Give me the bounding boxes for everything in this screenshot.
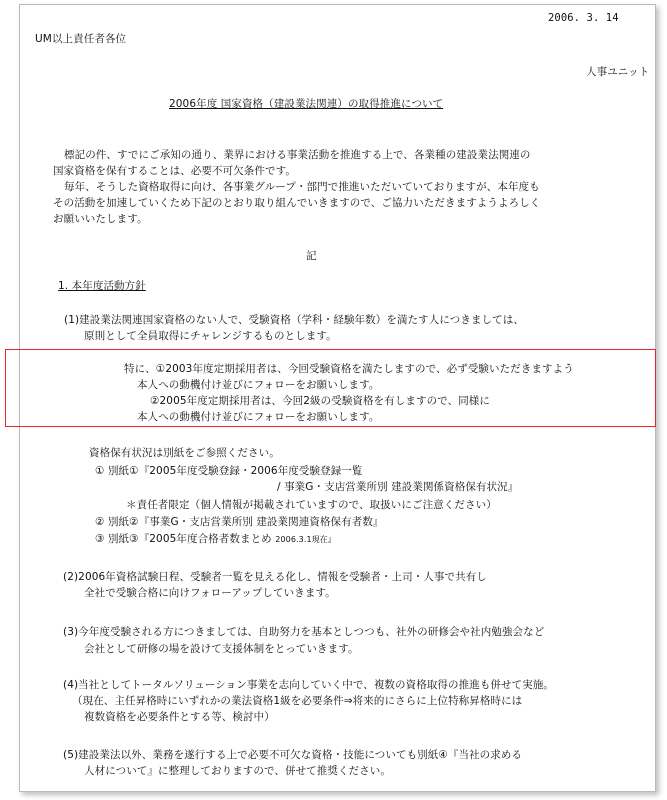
intro-line: その活動を加速していくため下記のとおり取り組んでいきますので、ご協力いただきますようよろしく: [53, 197, 541, 209]
intro-line: 国家資格を保有することは、必要不可欠条件です。: [53, 165, 296, 177]
policy-item-2: (2)2006年資格試験日程、受験者一覧を見える化し、情報を受験者・上司・人事で共有し: [63, 571, 487, 583]
policy-item-1: (1)建設業法関連国家資格のない人で、受験資格（学科・経験年数）を満たす人につきましては、: [64, 314, 524, 326]
intro-line: 毎年、そうした資格取得に向け、各事業グループ・部門で推進いただいていておりますが、本年度も: [64, 181, 540, 193]
policy-item-4-cont: （現在、主任昇格時にいずれかの業法資格1級を必要条件⇒将来的にさらに上位特称昇格時には: [72, 695, 523, 707]
intro-line: お願いいたします。: [53, 213, 148, 225]
policy-item-4-cont: 複数資格を必要条件とする等、検討中）: [84, 711, 275, 723]
attachment-1-cont: / 事業G・支店営業所別 建設業関係資格保有状況』: [277, 481, 519, 493]
highlight-line: 本人への動機付け並びにフォローをお願いします。: [137, 379, 380, 391]
highlight-box: [5, 349, 656, 427]
ki-mark: 記: [306, 250, 317, 262]
confidential-note: ＊責任者限定（個人情報が掲載されていますので、取扱いにご注意ください）: [126, 499, 497, 511]
sender: 人事ユニット: [586, 66, 650, 78]
attachment-2: ② 別紙②『事業G・支店営業所別 建設業関連資格保有者数』: [95, 516, 384, 528]
section-heading: 1. 本年度活動方針: [58, 280, 146, 292]
policy-item-4: (4)当社としてトータルソリューション事業を志向していく中で、複数の資格取得の推進も併せて実施。: [63, 679, 555, 691]
attachment-3-date: 2006.3.1現在』: [275, 535, 336, 544]
attachments-intro: 資格保有状況は別紙をご参照ください。: [89, 447, 280, 459]
attachment-1: ① 別紙①『2005年度受験登録・2006年度受験登録一覧: [95, 465, 363, 477]
highlight-line: ②2005年度定期採用者は、今回2級の受験資格を有しますので、同様に: [150, 395, 491, 407]
document-title: 2006年度 国家資格（建設業法関連）の取得推進について: [169, 98, 444, 110]
policy-item-5-cont: 人材について』に整理しておりますので、併せて推奨ください。: [84, 765, 391, 777]
intro-line: 標記の件、すでにご承知の通り、業界における事業活動を推進する上で、各業種の建設業法関連の: [64, 149, 531, 161]
attachment-3: [95, 532, 336, 547]
attachment-3-label: ③ 別紙③『2005年度合格者数まとめ: [95, 533, 272, 545]
policy-item-5: (5)建設業法以外、業務を遂行する上で必要不可欠な資格・技能についても別紙④『当社の求める: [63, 749, 523, 761]
policy-item-1-cont: 原則として全員取得にチャレンジするものとします。: [84, 330, 337, 342]
highlight-line: 本人への動機付け並びにフォローをお願いします。: [137, 411, 380, 423]
addressee: UM以上責任者各位: [35, 33, 127, 45]
policy-item-3: (3)今年度受験される方につきましては、自助努力を基本としつつも、社外の研修会や社内勉強会など: [63, 626, 545, 638]
policy-item-3-cont: 会社として研修の場を設けて支援体制をとっていきます。: [84, 643, 359, 655]
highlight-line: 特に、①2003年度定期採用者は、今回受験資格を満たしますので、必ず受験いただきますよう: [124, 363, 574, 375]
policy-item-2-cont: 全社で受験合格に向けフォローアップしていきます。: [84, 587, 336, 599]
date: 2006. 3. 14: [548, 12, 619, 24]
